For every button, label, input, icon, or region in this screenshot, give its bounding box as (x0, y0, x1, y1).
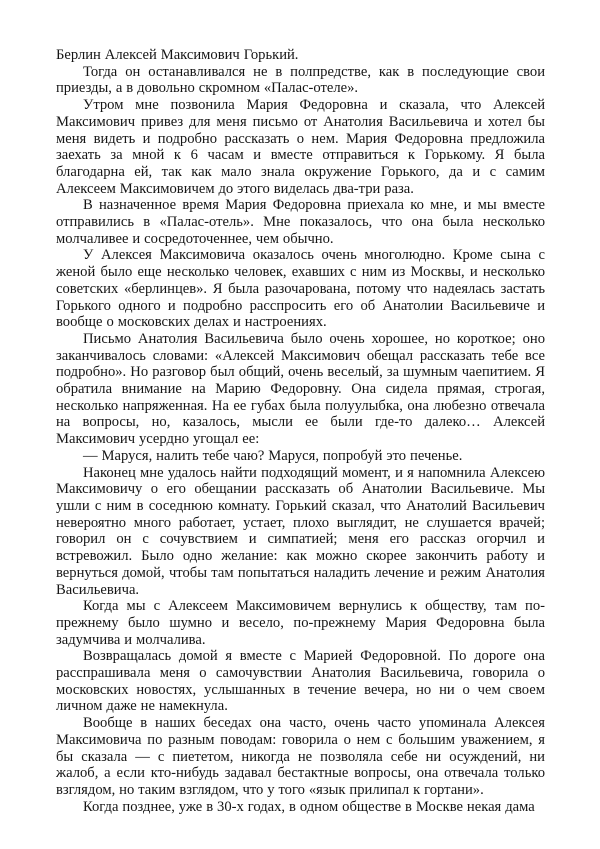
paragraph: — Маруся, налить тебе чаю? Маруся, попробуй это печенье. (83, 447, 463, 464)
paragraph: Когда мы с Алексеем Максимовичем вернулись к обществу, там по-прежнему было шумно и весело, по-прежнему Мария Федоровна была задумчива и молчалива. (56, 598, 545, 648)
paragraph: Когда позднее, уже в 30-х годах, в одном обществе в Москве некая дама (83, 798, 535, 815)
text-block (56, 47, 545, 815)
paragraph: В назначенное время Мария Федоровна приехала ко мне, и мы вместе отправились в «Палас-отель». Мне показалось, что она была несколько молчаливее и сосредоточеннее, чем обычно. (56, 197, 545, 247)
paragraph: Вообще в наших беседах она часто, очень часто упоминала Алексея Максимовича по разным поводам: говорила о нем с большим уважением, я бы сказала — с пиететом, никогда не позволяла себе ни осуждений, ни жалоб, а если кто-нибудь задавал бестактные вопросы, она отвечала только взглядом, но таким взглядом, что у того «язык прилипал к гортани». (56, 715, 545, 798)
paragraph: Утром мне позвонила Мария Федоровна и сказала, что Алексей Максимович привез для меня письмо от Анатолия Васильевича и хотел бы меня видеть и подробно рассказать о нем. Мария Федоровна предложила заехать за мной к 6 часам и вместе отправиться к Горькому. Я была благодарна ей, так как мало знала окружение Горького, да и с самим Алексеем Максимовичем до этого виделась два-три раза. (56, 97, 545, 197)
paragraph: У Алексея Максимовича оказалось очень многолюдно. Кроме сына с женой было еще несколько человек, ехавших с ним из Москвы, и несколько советских «берлинцев». Я была разочарована, потому что надеялась застать Горького одного и подробно расспросить его об Анатолии Васильевиче и вообще о московских делах и настроениях. (56, 247, 545, 331)
paragraph: Письмо Анатолия Васильевича было очень хорошее, но короткое; оно заканчивалось словами: «Алексей Максимович обещал рассказать тебе все подробно». Но разговор был общий, очень веселый, за шумным чаепитием. Я обратила внимание на Марию Федоровну. Она сидела прямая, строгая, несколько напряженная. На ее губах была полуулыбка, она любезно отвечала на вопросы, но, казалось, мысли ее были где-то далеко… Алексей Максимович усердно угощал ее: (56, 330, 545, 448)
paragraph: Тогда он останавливался не в полпредстве, как в последующие свои приезды, а в довольно скромном «Палас-отеле». (56, 63, 545, 97)
paragraph: Возвращалась домой я вместе с Марией Федоровной. По дороге она расспрашивала меня о самочувствии Анатолия Васильевича, говорила о московских новостях, услышанных в течение вечера, но ни о чем своем личном даже не намекнула. (56, 648, 545, 715)
paragraph: Берлин Алексей Максимович Горький. (56, 47, 299, 63)
paragraph: Наконец мне удалось найти подходящий момент, и я напомнила Алексею Максимовичу о его обещании рассказать об Анатолии Васильевиче. Мы ушли с ним в соседнюю комнату. Горький сказал, что Анатолий Васильевич невероятно много работает, устает, плохо выглядит, не слушается врачей; говорил он с сочувствием и симпатией; меня его рассказ огорчил и встревожил. Было одно желание: как можно скорее закончить работу и вернуться домой, чтобы там попытаться наладить лечение и режим Анатолия Васильевича. (56, 464, 545, 598)
